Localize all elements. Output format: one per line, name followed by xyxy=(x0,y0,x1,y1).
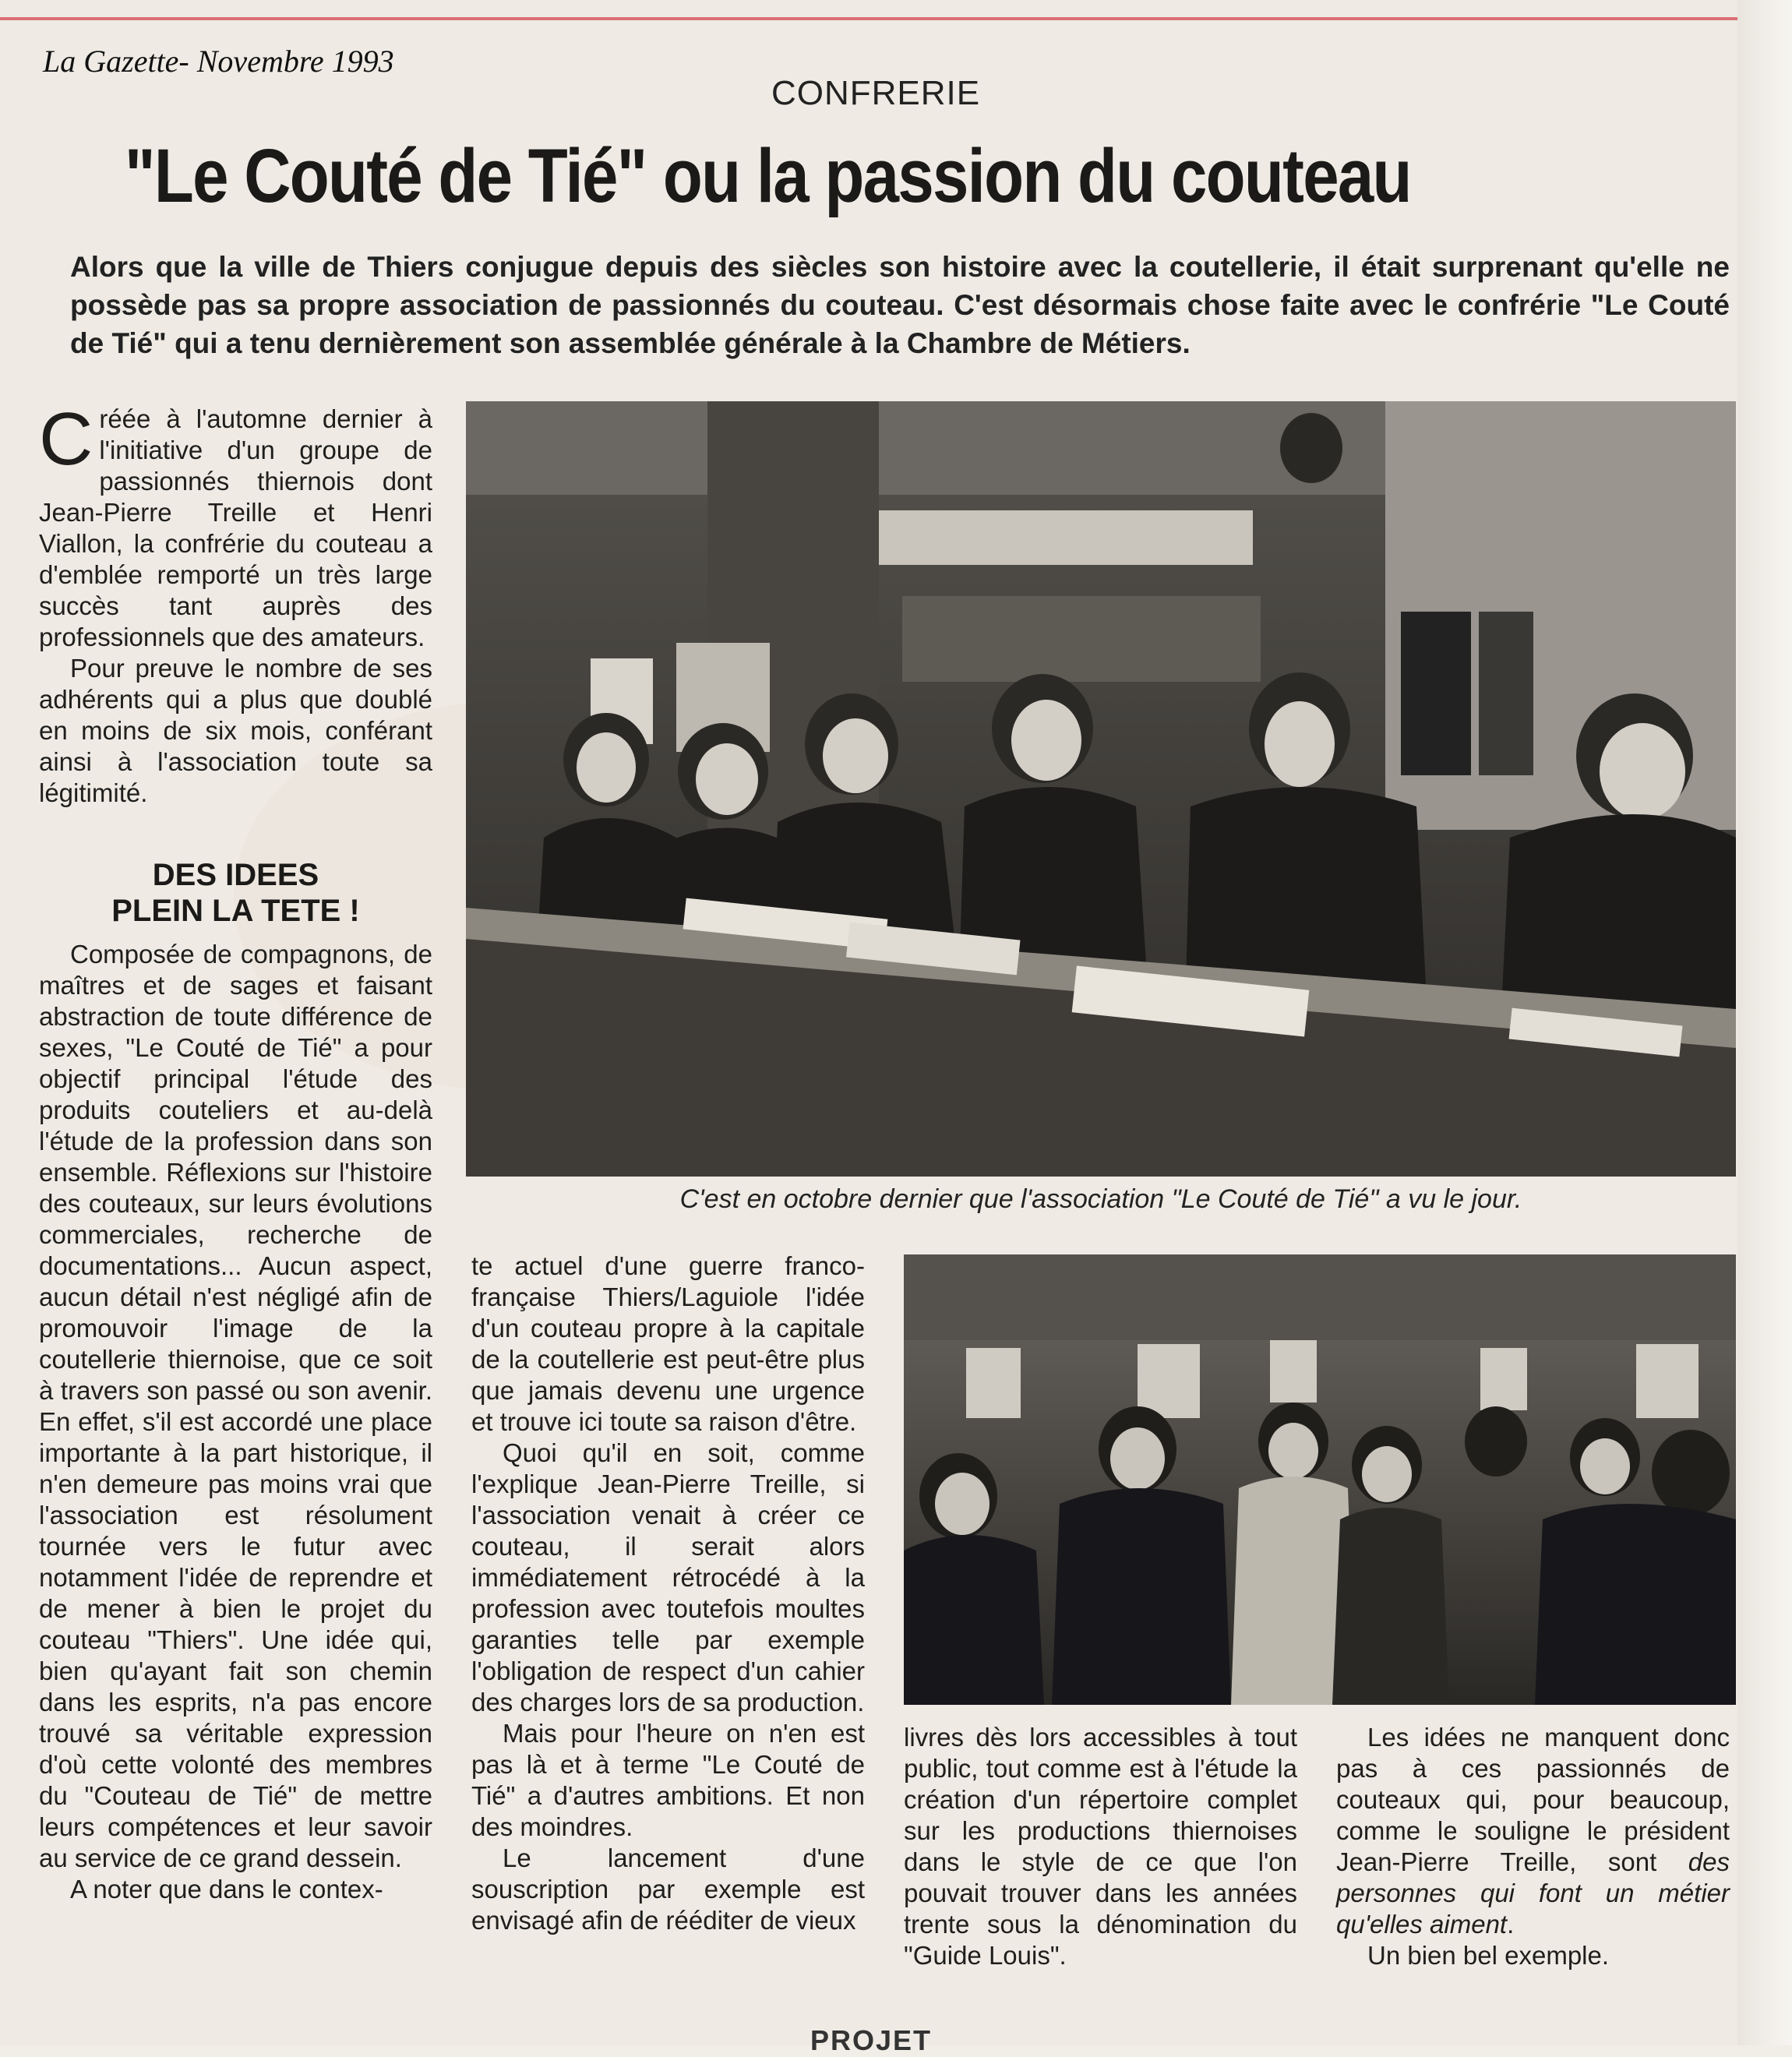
photo-caption: C'est en octobre dernier que l'association "Le Couté de Tié" a vu le jour. xyxy=(679,1184,1522,1214)
paragraph: A noter que dans le contex- xyxy=(70,1875,383,1904)
paragraph: Quoi qu'il en soit, comme l'explique Jean-Pierre Treille, si l'association venait à créer ce couteau, il serait alors immédiatement rétrocédé à la profession avec toutefois moultes garanties telle par exemple l'obligation de respect d'un cahier des charges lors de sa production. xyxy=(471,1438,865,1717)
source-line: La Gazette- Novembre 1993 xyxy=(43,44,394,79)
paragraph xyxy=(39,397,432,653)
audience-photo-drawing xyxy=(904,1254,1736,1705)
punctuation: . xyxy=(1507,1910,1515,1939)
column-1-top xyxy=(39,397,432,809)
column-1-bottom xyxy=(39,939,432,1905)
paragraph: Le lancement d'une souscription par exemple est envisagé afin de rééditer de vieux xyxy=(471,1844,865,1935)
subheading-line: DES IDEES xyxy=(152,858,319,892)
paragraph xyxy=(1336,1722,1730,1940)
column-4 xyxy=(1336,1722,1730,1971)
lead-paragraph: Alors que la ville de Thiers conjugue depuis des siècles son histoire avec la coutellerie, il était surprenant qu'elle ne possède pas sa propre association de passionnés du couteau. C'est désormais chose faite avec le confrérie "Le Couté de Tié" qui a tenu dernièrement son assemblée générale à la Chambre de Métiers. xyxy=(70,251,1730,359)
paragraph: Un bien bel exemple. xyxy=(1367,1941,1610,1970)
section-rubric: CONFRERIE xyxy=(771,74,981,112)
paragraph: livres dès lors accessibles à tout public, tout comme est à l'étude la création d'un répertoire complet sur les productions thiernoises dans le style de ce que l'on pouvait trouver dans les années trente sous la dénomination du "Guide Louis". xyxy=(904,1723,1297,1970)
paragraph: Composée de compagnons, de maîtres et de sages et faisant abstraction de toute différence de sexes, "Le Couté de Tié" a pour objectif principal l'étude des produits couteliers et au-delà l'étude de la profession dans son ensemble. Réflexions sur l'histoire des couteaux, sur leurs évolutions commerciales, recherche de documentations... Aucun aspect, aucun détail n'est négligé afin de promouvoir l'image de la coutellerie thiernoise, que ce soit à travers son passé ou son avenir. En effet, s'il est accordé une place importante à la part historique, il n'en demeure pas moins vrai que l'association est résolument tournée vers le futur avec notamment l'idée de reprendre et de mener à bien le projet du couteau "Thiers". Une idée qui, bien qu'ayant fait son chemin dans les esprits, n'a pas encore trouvé sa véritable expression d'où cette volonté des membres du "Couteau de Tié" de mettre leurs compétences et leur savoir au service de ce grand dessein. xyxy=(39,940,432,1872)
drop-cap: C xyxy=(39,397,93,481)
paragraph: Mais pour l'heure on n'en est pas là et à terme "Le Couté de Tié" a d'autres ambitions. Et non des moindres. xyxy=(471,1719,865,1841)
quote: des personnes qui font un métier qu'elles aiment xyxy=(1336,1847,1730,1939)
paragraph-text: réée à l'automne dernier à l'initiative d'un groupe de passionnés thiernois dont Jean-Pierre Treille et Henri Viallon, la confrérie du couteau a d'emblée remporté un très large succès tant auprès des professionnels que des amateurs. xyxy=(39,404,432,651)
paragraph: te actuel d'une guerre franco-française Thiers/Laguiole l'idée d'un couteau propre à la capitale de la coutellerie est peut-être plus que jamais devenu une urgence et trouve ici toute sa raison d'être. xyxy=(471,1251,865,1436)
paragraph: Pour preuve le nombre de ses adhérents qui a plus que doublé en moins de six mois, conférant ainsi à l'association toute sa légitimité. xyxy=(39,654,432,807)
top-rule xyxy=(0,17,1737,20)
page-edge xyxy=(1737,0,1792,2045)
meeting-photo xyxy=(466,401,1736,1177)
next-article-heading: PROJET xyxy=(810,2024,933,2056)
subheading xyxy=(39,857,432,929)
meeting-photo-drawing xyxy=(466,401,1736,1177)
subheading-line: PLEIN LA TETE ! xyxy=(111,894,360,928)
audience-photo xyxy=(904,1254,1736,1705)
paragraph-text: Les idées ne manquent donc pas à ces passionnés de couteaux qui, pour beaucoup, comme le souligne le président Jean-Pierre Treille, sont xyxy=(1336,1723,1730,1876)
headline: "Le Couté de Tié" ou la passion du couteau xyxy=(125,133,1411,218)
column-3 xyxy=(904,1722,1297,1971)
column-2 xyxy=(471,1251,865,1936)
